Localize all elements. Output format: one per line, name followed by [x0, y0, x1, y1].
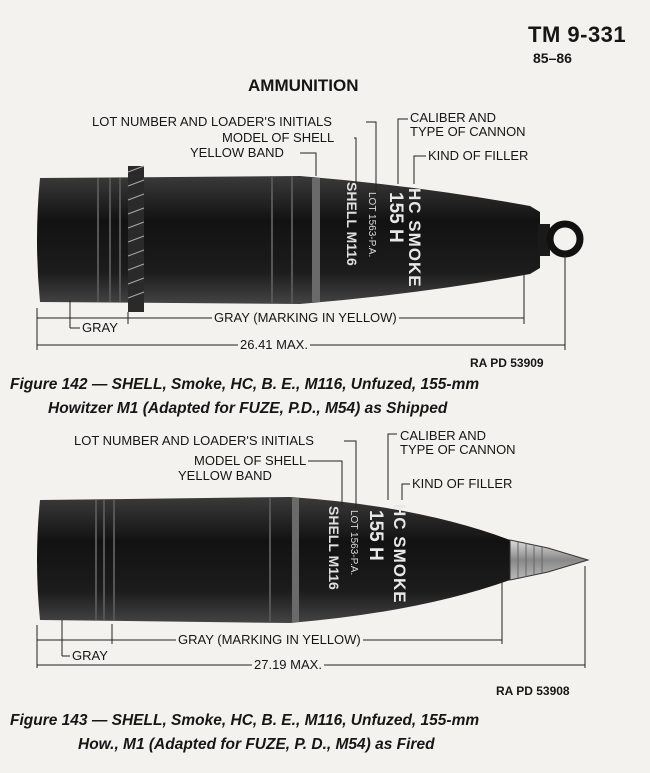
ra-number-142: RA PD 53909 — [470, 356, 544, 370]
caption-142-line1: Figure 142 — SHELL, Smoke, HC, B. E., M116, Unfuzed, 155-mm — [10, 376, 480, 393]
callout-142-filler: KIND OF FILLER — [428, 148, 529, 163]
callout-142-cannon: TYPE OF CANNON — [410, 124, 526, 139]
callout-142-model: MODEL OF SHELL — [222, 130, 335, 145]
caption-142-line2: Howitzer M1 (Adapted for FUZE, P.D., M54) as Shipped — [48, 400, 448, 417]
shell-143-body — [37, 497, 510, 623]
marking-142-caliber: 155 H — [385, 192, 406, 243]
callout-143-band: YELLOW BAND — [178, 468, 272, 483]
shell-142-body — [37, 176, 540, 304]
marking-143-model: SHELL M116 — [326, 506, 342, 590]
ra-number-143: RA PD 53908 — [496, 684, 570, 698]
lifting-ring-142 — [550, 224, 580, 254]
marking-143-filler: HC SMOKE — [390, 504, 409, 604]
marking-142-filler: HC SMOKE — [405, 188, 424, 288]
callout-143-filler: KIND OF FILLER — [412, 476, 513, 491]
section-title: AMMUNITION — [248, 76, 359, 95]
caption-143-line1: Figure 143 — SHELL, Smoke, HC, B. E., M116, Unfuzed, 155-mm — [10, 712, 480, 729]
dim-143-overall: 27.19 MAX. — [254, 657, 322, 672]
fuze-143 — [510, 540, 588, 580]
dim-142-overall: 26.41 MAX. — [240, 337, 308, 352]
page-numbers: 85–86 — [533, 50, 572, 66]
dim-142-gray: GRAY — [82, 320, 118, 335]
callout-142-band: YELLOW BAND — [190, 145, 284, 160]
yellow-band-142 — [312, 178, 320, 302]
marking-143-lot: LOT 1563-P.A. — [348, 510, 359, 576]
dim-143-gray-marking: GRAY (MARKING IN YELLOW) — [178, 632, 361, 647]
callout-142-caliber: CALIBER AND — [410, 110, 496, 125]
marking-142-model: SHELL M116 — [344, 182, 360, 266]
callout-143-caliber: CALIBER AND — [400, 428, 486, 443]
marking-142-lot: LOT 1563-P.A. — [366, 192, 377, 258]
yellow-band-143 — [292, 498, 299, 622]
callout-142-lot: LOT NUMBER AND LOADER'S INITIALS — [92, 114, 332, 129]
dim-143-gray: GRAY — [72, 648, 108, 663]
marking-143-caliber: 155 H — [365, 510, 386, 561]
callout-143-lot: LOT NUMBER AND LOADER'S INITIALS — [74, 433, 314, 448]
tm-number: TM 9-331 — [528, 22, 627, 47]
dim-142-gray-marking: GRAY (MARKING IN YELLOW) — [214, 310, 397, 325]
caption-143-line2: How., M1 (Adapted for FUZE, P. D., M54) as Fired — [78, 736, 435, 753]
callout-143-model: MODEL OF SHELL — [194, 453, 307, 468]
callout-143-cannon: TYPE OF CANNON — [400, 442, 516, 457]
